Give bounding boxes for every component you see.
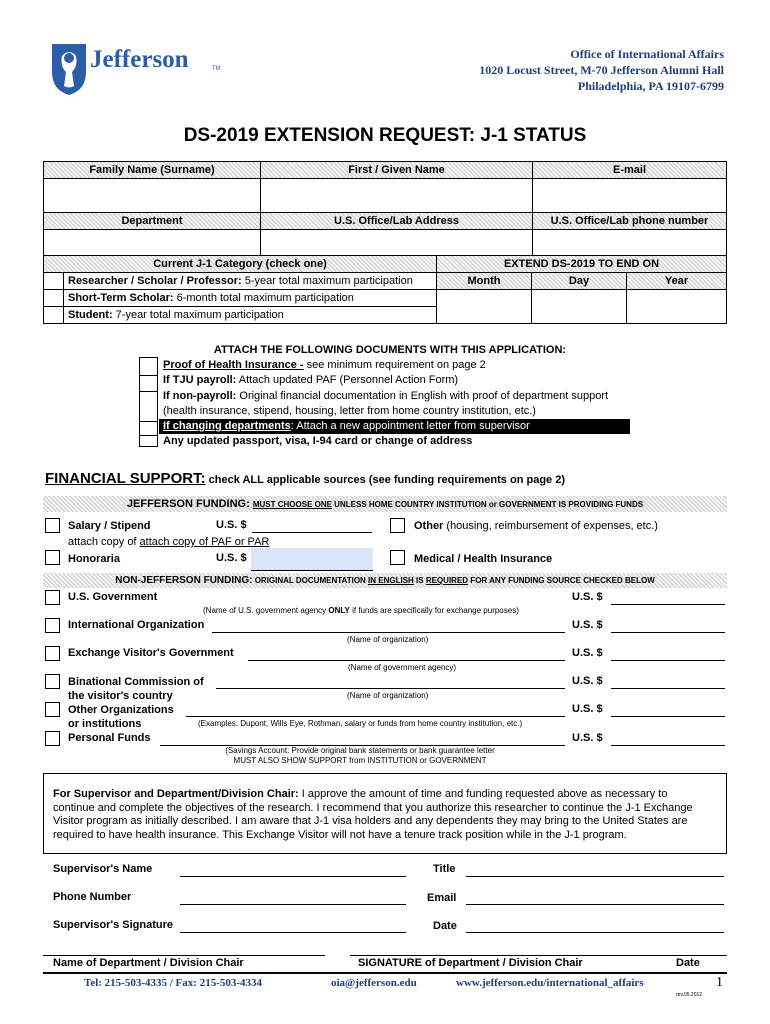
supervisor-signature-label: Supervisor's Signature <box>53 919 173 931</box>
honoraria-currency: U.S. $ <box>216 552 247 564</box>
office-address-line2: Philadelphia, PA 19107-6799 <box>577 79 724 93</box>
office-phone-header: U.S. Office/Lab phone number <box>533 213 727 230</box>
page-number: 1 <box>716 975 723 990</box>
attach-department: If changing departments: Attach a new appointment letter from supervisor <box>159 419 630 434</box>
attach-payroll: If TJU payroll: Attach updated PAF (Personnel Action Form) <box>163 374 459 387</box>
supervisor-signature-field[interactable] <box>180 932 406 933</box>
personal-funds-currency: U.S. $ <box>572 732 603 744</box>
supervisor-title-label: Title <box>433 863 456 875</box>
logo-tm: TM <box>212 66 221 72</box>
salary-currency: U.S. $ <box>216 519 247 531</box>
attach-nonpayroll-detail: (health insurance, stipend, housing, letter from home country institution, etc.) <box>163 404 536 417</box>
ev-government-currency: U.S. $ <box>572 647 603 659</box>
category-student: Student: 7-year total maximum participation <box>64 307 437 324</box>
attach-checkbox-payroll[interactable] <box>140 376 157 392</box>
personal-funds-label: Personal Funds <box>68 732 151 744</box>
supervisor-name-label: Supervisor's Name <box>53 863 153 875</box>
ev-government-label: Exchange Visitor's Government <box>68 647 234 659</box>
personal-info-table <box>43 161 727 260</box>
attach-checkbox-health[interactable] <box>140 358 157 376</box>
binational-currency: U.S. $ <box>572 675 603 687</box>
medical-checkbox[interactable] <box>390 550 405 565</box>
category-checkbox-short-term[interactable] <box>44 290 64 307</box>
other-org-currency: U.S. $ <box>572 703 603 715</box>
ev-government-amount-field[interactable] <box>611 660 725 661</box>
dept-chair-date-label: Date <box>676 957 700 969</box>
supervisor-email-label: Email <box>427 892 457 904</box>
intl-org-label: International Organization <box>68 619 205 631</box>
email-field[interactable] <box>533 179 727 213</box>
binational-note: (Name of organization) <box>347 691 429 700</box>
salary-label: Salary / Stipend <box>68 520 151 532</box>
office-name: Office of International Affairs <box>570 47 724 61</box>
attach-header: ATTACH THE FOLLOWING DOCUMENTS WITH THIS APPLICATION: <box>213 344 567 356</box>
category-researcher: Researcher / Scholar / Professor: 5-year total maximum participation <box>64 273 437 290</box>
extend-header: EXTEND DS-2019 TO END ON <box>437 256 727 273</box>
attach-checkbox-department[interactable] <box>140 422 157 436</box>
supervisor-phone-field[interactable] <box>180 904 406 905</box>
honoraria-checkbox[interactable] <box>45 550 60 565</box>
category-table <box>43 255 727 324</box>
intl-org-checkbox[interactable] <box>45 618 60 633</box>
other-org-note: (Examples: Dupont, Wills Eye, Rothman, salary or funds from home country institution, etc.) <box>198 719 523 728</box>
jefferson-funding-bar: JEFFERSON FUNDING: MUST CHOOSE ONE UNLESS HOME COUNTRY INSTITUTION or GOVERNMENT IS PROVIDING FUNDS <box>43 496 727 512</box>
other-org-checkbox[interactable] <box>45 702 60 717</box>
year-header: Year <box>627 273 727 290</box>
category-short-term: Short-Term Scholar: 6-month total maximum participation <box>64 290 437 307</box>
category-checkbox-researcher[interactable] <box>44 273 64 290</box>
salary-checkbox[interactable] <box>45 518 60 533</box>
supervisor-statement-line2: continue and complete the objectives of the research. I recommend that you authorize this researcher to continue the J-1 Exchange <box>53 801 693 814</box>
dept-chair-signature-label: SIGNATURE of Department / Division Chair <box>358 957 583 969</box>
category-header: Current J-1 Category (check one) <box>44 256 437 273</box>
personal-funds-note: (Savings Account: Provide original bank statements or bank guarantee letter MUST ALSO SHOW SUPPORT from INSTITUTION or GOVERNMENT <box>225 746 495 765</box>
us-government-currency: U.S. $ <box>572 591 603 603</box>
day-field[interactable] <box>532 290 627 324</box>
supervisor-name-field[interactable] <box>180 876 406 877</box>
ev-government-checkbox[interactable] <box>45 646 60 661</box>
dept-chair-name-label: Name of Department / Division Chair <box>53 957 244 969</box>
month-header: Month <box>437 273 532 290</box>
us-government-note: (Name of U.S. government agency ONLY if funds are specifically for exchange purposes) <box>203 606 519 615</box>
binational-amount-field[interactable] <box>611 688 725 689</box>
non-jefferson-funding-bar: NON-JEFFERSON FUNDING: ORIGINAL DOCUMENTATION IN ENGLISH IS REQUIRED FOR ANY FUNDING SOURCE CHECKED BELOW <box>43 573 727 588</box>
logo-text: Jefferson <box>90 46 189 73</box>
dept-chair-name-field[interactable] <box>43 955 325 956</box>
supervisor-phone-label: Phone Number <box>53 891 132 903</box>
personal-funds-checkbox[interactable] <box>45 731 60 746</box>
office-address-line1: 1020 Locust Street, M-70 Jefferson Alumni Hall <box>479 63 724 77</box>
personal-funds-amount-field[interactable] <box>611 745 725 746</box>
attach-passport: Any updated passport, visa, I-94 card or change of address <box>163 435 473 448</box>
supervisor-title-field[interactable] <box>466 876 724 877</box>
attach-nonpayroll: If non-payroll: Original financial documentation in English with proof of department support <box>163 389 609 402</box>
attach-health: Proof of Health Insurance - see minimum requirement on page 2 <box>163 359 486 371</box>
binational-label: Binational Commission of the visitor's country <box>68 676 204 702</box>
binational-checkbox[interactable] <box>45 674 60 689</box>
honoraria-label: Honoraria <box>68 553 120 565</box>
honoraria-amount-field[interactable] <box>251 548 373 571</box>
us-government-label: U.S. Government <box>68 591 158 603</box>
footer-tel: Tel: 215-503-4335 / Fax: 215-503-4334 <box>84 977 263 989</box>
salary-amount-field[interactable] <box>252 532 372 533</box>
binational-name-field[interactable] <box>216 688 565 689</box>
attach-checkbox-passport[interactable] <box>140 436 157 446</box>
year-field[interactable] <box>627 290 727 324</box>
financial-subheader: check ALL applicable sources (see funding requirements on page 2) <box>205 474 565 486</box>
month-field[interactable] <box>437 290 532 324</box>
email-header: E-mail <box>533 162 727 179</box>
supervisor-statement-line1: For Supervisor and Department/Division Chair: I approve the amount of time and funding requested above as necessary to <box>53 788 668 800</box>
dept-chair-signature-field[interactable] <box>350 955 727 956</box>
shield-icon <box>50 42 88 96</box>
intl-org-amount-field[interactable] <box>611 632 725 633</box>
other-org-name-field[interactable] <box>186 716 565 717</box>
category-checkbox-student[interactable] <box>44 307 64 324</box>
ev-government-note: (Name of government agency) <box>348 663 457 672</box>
intl-org-note: (Name of organization) <box>347 635 429 644</box>
us-government-checkbox[interactable] <box>45 590 60 605</box>
supervisor-statement-line4: required to have health insurance. This Exchange Visitor will not have a tenure track position while in the J-1 program. <box>53 828 627 841</box>
first-name-header: First / Given Name <box>261 162 533 179</box>
family-name-header: Family Name (Surname) <box>44 162 261 179</box>
other-checkbox[interactable] <box>390 518 405 533</box>
supervisor-statement-line3: Visitor program as initially described. I am aware that J-1 visa holders and any dependents they may bring to the United States are <box>53 815 688 828</box>
attach-checkbox-nonpayroll[interactable] <box>140 392 157 422</box>
other-org-label: Other Organizations or institutions <box>68 704 174 730</box>
attach-checkbox-column <box>139 357 158 447</box>
revision-note: rev.05.2012 <box>676 992 703 998</box>
footer-email[interactable]: oia@jefferson.edu <box>331 977 417 989</box>
intl-org-currency: U.S. $ <box>572 619 603 631</box>
other-label: Other (housing, reimbursement of expenses, etc.) <box>414 520 658 532</box>
supervisor-date-field[interactable] <box>466 932 724 933</box>
ev-government-name-field[interactable] <box>248 660 565 661</box>
us-government-amount-field[interactable] <box>611 604 725 605</box>
footer-website[interactable]: www.jefferson.edu/international_affairs <box>456 977 644 989</box>
intl-org-name-field[interactable] <box>212 632 565 633</box>
supervisor-date-label: Date <box>433 920 457 932</box>
day-header: Day <box>532 273 627 290</box>
first-name-field[interactable] <box>261 179 533 213</box>
other-org-amount-field[interactable] <box>611 716 725 717</box>
medical-label: Medical / Health Insurance <box>414 553 553 565</box>
financial-header: FINANCIAL SUPPORT: <box>45 470 206 487</box>
footer-divider <box>43 972 727 974</box>
jefferson-logo <box>50 40 230 96</box>
supervisor-statement-box <box>43 773 727 854</box>
page-title: DS-2019 EXTENSION REQUEST: J-1 STATUS <box>183 125 587 146</box>
supervisor-email-field[interactable] <box>466 904 724 905</box>
family-name-field[interactable] <box>44 179 261 213</box>
department-header: Department <box>44 213 261 230</box>
office-address-header: U.S. Office/Lab Address <box>261 213 533 230</box>
attach-paf-note: attach copy of attach copy of PAF or PAR <box>68 536 270 548</box>
